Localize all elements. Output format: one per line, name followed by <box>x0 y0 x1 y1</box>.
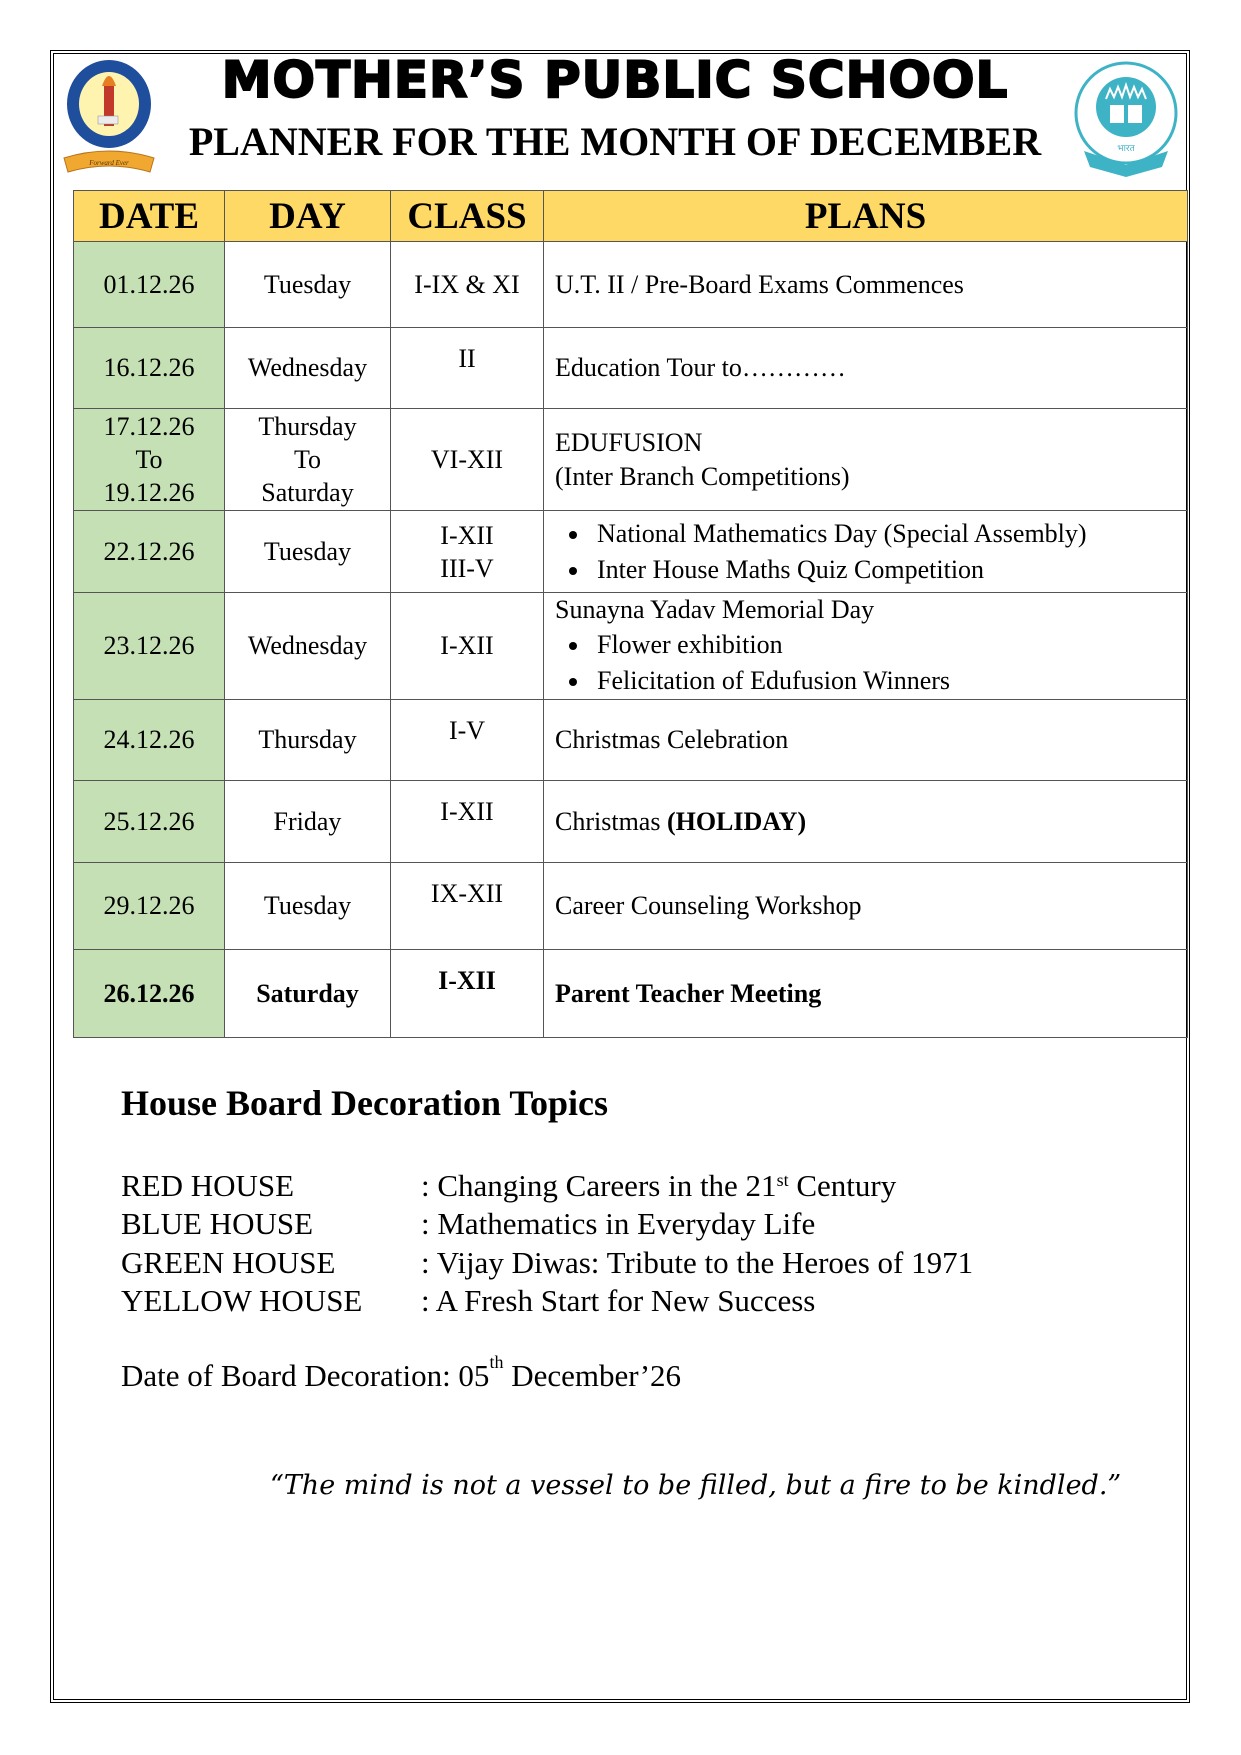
plan-cell: Parent Teacher Meeting <box>544 950 1188 1038</box>
planner-title: PLANNER FOR THE MONTH OF DECEMBER <box>188 119 1042 164</box>
plan-cell <box>544 409 1188 511</box>
day-cell: Tuesday <box>225 242 391 328</box>
table-row <box>74 328 1188 409</box>
class-cell: I-XII <box>391 593 544 700</box>
date-cell: 29.12.26 <box>74 863 225 950</box>
table-row <box>74 863 1188 950</box>
table-row <box>74 950 1188 1038</box>
plan-bullet: • National Mathematics Day (Special Assembly) <box>591 516 1187 552</box>
date-to: To <box>135 445 163 474</box>
day-cell: Wednesday <box>225 593 391 700</box>
column-header-plans: PLANS <box>544 191 1188 242</box>
column-header-date: DATE <box>74 191 225 242</box>
day-start: Thursday <box>258 412 357 441</box>
topic-superscript: st <box>776 1170 789 1190</box>
day-cell: Tuesday <box>225 863 391 950</box>
house-name: GREEN HOUSE <box>121 1245 336 1280</box>
class-cell: II <box>391 328 544 409</box>
day-cell <box>225 409 391 511</box>
house-row-red <box>121 1167 1021 1205</box>
plan-text: Christmas <box>555 806 661 836</box>
date-cell: 16.12.26 <box>74 328 225 409</box>
date-cell: 24.12.26 <box>74 700 225 781</box>
class-line: III-V <box>440 553 494 583</box>
plan-title: Sunayna Yadav Memorial Day <box>555 595 875 624</box>
plan-cell <box>544 593 1188 700</box>
holiday-label: (HOLIDAY) <box>666 806 807 836</box>
plan-title: EDUFUSION <box>555 427 703 457</box>
house-topic: : A Fresh Start for New Success <box>421 1283 816 1318</box>
class-cell: I-IX & XI <box>391 242 544 328</box>
day-cell: Wednesday <box>225 328 391 409</box>
school-crest-icon <box>60 58 158 176</box>
plan-cell: Education Tour to………… <box>544 328 1188 409</box>
svg-text:भारत: भारत <box>1117 144 1135 154</box>
column-header-class: CLASS <box>391 191 544 242</box>
day-to: To <box>293 445 322 474</box>
decoration-date-text: Date of Board Decoration: 05 <box>121 1358 490 1393</box>
house-row-green <box>121 1244 1021 1282</box>
table-row <box>74 242 1188 328</box>
plan-bullet: • Inter House Maths Quiz Competition <box>591 552 1187 588</box>
house-name: RED HOUSE <box>121 1168 295 1203</box>
class-cell: I-XII <box>391 950 544 1038</box>
plan-bullet: • Felicitation of Edufusion Winners <box>591 663 1187 699</box>
column-header-day: DAY <box>225 191 391 242</box>
decoration-date-month: December’26 <box>503 1358 682 1393</box>
plan-bullet-list <box>555 516 1187 588</box>
house-topic <box>421 1167 896 1205</box>
table-row <box>74 409 1188 511</box>
topic-text: : Changing Careers in the 21 <box>421 1168 777 1203</box>
date-cell: 23.12.26 <box>74 593 225 700</box>
date-cell: 22.12.26 <box>74 511 225 593</box>
plan-cell <box>544 511 1188 593</box>
date-cell: 26.12.26 <box>74 950 225 1038</box>
quote: “The mind is not a vessel to be filled, but a fire to be kindled.” <box>270 1470 1122 1501</box>
table-row <box>74 781 1188 863</box>
decoration-date-superscript: th <box>489 1352 504 1372</box>
house-name: YELLOW HOUSE <box>121 1283 363 1318</box>
table-row <box>74 593 1188 700</box>
date-end: 19.12.26 <box>103 478 195 507</box>
house-topic: : Mathematics in Everyday Life <box>421 1206 816 1241</box>
class-cell: I-XII <box>391 781 544 863</box>
planner-table <box>73 190 1188 1038</box>
class-cell: VI-XII <box>391 409 544 511</box>
class-cell: I-V <box>391 700 544 781</box>
day-end: Saturday <box>261 478 354 507</box>
day-cell: Tuesday <box>225 511 391 593</box>
school-name: MOTHER’S PUBLIC SCHOOL <box>221 51 1009 109</box>
plan-cell: U.T. II / Pre-Board Exams Commences <box>544 242 1188 328</box>
date-cell <box>74 409 225 511</box>
plan-cell: Career Counseling Workshop <box>544 863 1188 950</box>
plan-bullet: • Flower exhibition <box>591 627 1187 663</box>
class-line: I-XII <box>440 520 494 550</box>
house-name: BLUE HOUSE <box>121 1206 314 1241</box>
plan-cell <box>544 781 1188 863</box>
house-topic: : Vijay Diwas: Tribute to the Heroes of 1971 <box>421 1245 974 1280</box>
date-start: 17.12.26 <box>103 412 195 441</box>
day-cell: Thursday <box>225 700 391 781</box>
cbse-emblem-icon <box>1070 55 1182 181</box>
table-row <box>74 700 1188 781</box>
date-cell: 25.12.26 <box>74 781 225 863</box>
topic-text-suffix: Century <box>788 1168 897 1203</box>
plan-subtitle: (Inter Branch Competitions) <box>555 461 850 491</box>
day-cell: Saturday <box>225 950 391 1038</box>
decoration-date <box>121 1352 682 1394</box>
house-row-yellow <box>121 1282 1021 1320</box>
table-header-row <box>74 191 1188 242</box>
class-cell <box>391 511 544 593</box>
plan-bullet-list <box>555 627 1187 699</box>
svg-text:Forward Ever: Forward Ever <box>89 159 129 167</box>
date-cell: 01.12.26 <box>74 242 225 328</box>
plan-cell: Christmas Celebration <box>544 700 1188 781</box>
day-cell: Friday <box>225 781 391 863</box>
table-row <box>74 511 1188 593</box>
house-row-blue <box>121 1205 1021 1243</box>
house-board-heading: House Board Decoration Topics <box>121 1083 609 1123</box>
class-cell: IX-XII <box>391 863 544 950</box>
